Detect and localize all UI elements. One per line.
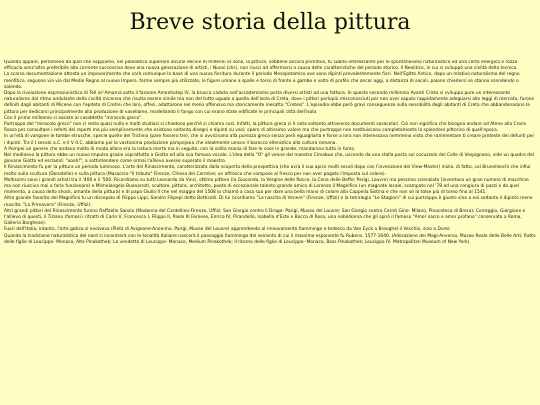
paragraph: Il Rinascimento fu per la pittura un periodo luminoso. L'arte del Rinascimento, caratterizzata dalla scoperta della prospettiva (che avrà il suo apice molti secoli dopo con l'invenzione del View-Master) inizia, di fatto, col Brunelleschi che influì molto sulla scultura (Donatello) e sulla pittura (Masaccio-"Il tributo" Firenze, Chiesa del Carmine; un affresco che compose al fresco per non aver pagato l'imposta sul colore). (4, 165, 531, 177)
paragraph: Purtroppo del "miracolo greco" non ci resta quasi nulla e molti studiosi si chiedono perché si chiama così. Infatti, la pittura greca ci è nota soltanto attraverso documenti vasacolari. Ciò non significa che bisogna andare ad Atene alla Croce Rossa per consultare i referti dei reperti ma più semplicemente che esistono soltanto disegni e dipinti su vasi; opere di altissimo valore ma che purtroppo non restituiscono completamente lo splendore pittorico di quell'epoca. (4, 122, 527, 134)
paragraph: Fuori dell'Italia, intanto, l'arte gotica si evolveva (Pietà di Avignone-Anonimo, Parigi, Museo del Louvre) apprendendo al rinnovamento fiammingo e tedesco da Van Eyck a Breughel il Vecchio, sino a Durer. (4, 227, 451, 233)
paragraph: Dopo la rivoluzione espressionistica di Tell al-'Amarna sotto il faraone Amenhotep IV, la brusca caduta nell'accademismo porta diversi artisti ad una fattura. In questo secondo millennio Avanti Cristo si sviluppa pure un interessante naturalismo dal ritmo ondulante della civiltà micenea che risulta essere simile ma non del tutto uguale a quella dell'isola di Creta, dove i pittori perlopiù misconosciuti per non aver saputo rappidamente adeguarsi alle leggi di mercato, furono definiti dagli abitanti di Micene con l'epiteto di Cretini che loro, offesi, adattarono nel meno offensivo ma storicamente inesatto "Cretesi". L'episodio ebbe però gravi conseguenze sulla sensibilità degli abitanti di Creta che abbandonarono la pittura per dedicarsi principalmente alla produzione di vasellame, modellando il fango con cui erano state edificate le principali città dell'isola. (4, 91, 535, 115)
paragraph: La scarsa documentazione attesta un impoverimento che sarà comunque la base di una nuova fioritura durante il periodo Mesopotamico ove sono dipinti prevalentemente fiori. Nell'Egitto Antico, dopo un relativo naturalismo del regno menfitico, seguono via via dal Medio Regno al nuovo Impero, forme sempre più stilizzate, le figure umane a spalle e torso di fronte e gambe e volto di profilo che ancor oggi, a distanza di secoli, paiono chiedersi se stanno scendendo o salendo. (4, 72, 520, 90)
paragraph: Quando appare, perlomeno da quel che sappiamo, nel paleolitico superiore alcune decine di millenni or sono, la pittura, sebbene ancora primitiva, fu subito interessante per lo spontaneismo naturalistico ed una certa energica e rozza efficacia senz'altro preferibile alla corrente successiva dove ana nuova generazione di artisti, i Nuovi Litici, non riusci ad affermarsi a causa delle caratteristiche del periodo storico. Il Neolitico, in cui si sviluppò una civiltà della tecnica. (4, 60, 518, 72)
paragraph: Con il primo millennio si assiste al cosiddetto "miracolo greco". (4, 115, 143, 121)
paragraph: Nel medioevo la pittura ebbe un nuovo impulso grazie soprattutto a Giotto ed alla sua famosa vocale. L'idea della "O" gli venne dal maestro Cimabue che, uscendo da una stalla posta sul cocuzzolo del Colle di Vespignano, vide un quadro del giovane Giotto ed esclamò: "oooh!", a sottintendere come ormai l'allievo avesse superato il maestro. (4, 153, 534, 165)
article-body (4, 60, 536, 405)
paragraph: Altro grande favorito del Magnifico fu un discepolo di Filippo Lippi, Sandro Filipepi detto Botticelli. Di lui ricordiamo "La nascita di Venere" (Firenze, Uffizi) e la tetralogia "Le Stagioni" di cui purtroppo è giunto sino a noi soltanto il dipinto meno riuscito: "La Primavera" (Firenze, Uffizi). (4, 196, 533, 208)
paragraph: In un'età di vangone le tombe etrusche, specie quelle del Triclinio (pare fossero tre), che si avvicinano alla purezza greca senza però eguagliarla e forse a loro non interessava nemmeno visto che rammentare ti creare proteste dei defunti per i dipinti. Tra il I secolo a.C. e il V d.C. abbiamo poi la vastissima produzione pompejana che idealmente unisce il barocco ellenistico alla cultura romana. (4, 134, 535, 146)
paragraph: Moltissimi sono i grandi artisti tra il '400 e il '500. Ricordiamo su tutti Leonardo da Vinci, ottimo pittore (la Gioconda, la Vergine delle Rocce, la Cena delle Beffe; Parigi, Louvre) ma pessimo scienziato (inventava un gran numero di macchine ma non riusciva mai a farle funzionare) e Michelangelo Buonarroti, scultore, pittore, architetto, poeta di eccezionale talento grande amico di Lorenzo il Magnifico (un magnate locale, scampato nel '78 ad una congiura di pazzi e da quel momento, a causa dello shock, amante della pittura) e di papa Giulio II che nel maggio del 1508 lo chiamò a casa sua per dare una bella mano di colore alla Cappella Sistina e che non se lo tolse più di torno fino al 1541. (4, 177, 529, 196)
paragraph: Altri grandi pittori del Rinascimento furono Raffaello Sanzio (Madonna del Cardellino-Firenze, Uffizi; San Giorgio contro il Drago- Parigi, Museo del Louvre; San Giorgio contro Cernit Gino- Milano, Pinacoteca di Brera); Correggio, Giorgione e l'allievo di questi, il Tiziano (famosi i ritratti di Carlo V, Francesco I, Filippo II, Paolo III Farnese, Enrico IV, Pirandello, Isabella d'Este e Bocca di Rosa, una nobildonna che gli spirò il famoso "Amor sacro e amor profano" conservato a Roma, Galleria Borghese). (4, 208, 526, 227)
paragraph: A Pompei un genere che andava molto di moda allora era la natura morta ma in seguito, con la solita mania di fare le cose in grande, mandarono tutto in fumo. (4, 146, 356, 152)
page-title: Breve storia della pittura (129, 10, 411, 35)
paragraph: Quando la tradizione naturalistica del nord si incontrerà con le tonalità italiane nascerà il paesaggio fiammingo del seicento di cui il massimo esponente fu Rubens, 1577-1640. (Adorazione dei Magi-Anversa, Museo Reale delle Belle Arti; Ratto delle figlie di Leucippo- Monaco, Alte Pinakothek; La vendetta di Leucippo- Monaco, Medium Pinakothek; Il ritorno delle figlie di Leucippo- Monaco, Bass Pinakothek; Leucippo IV- Metropolitan Museum of New York). (4, 233, 536, 245)
